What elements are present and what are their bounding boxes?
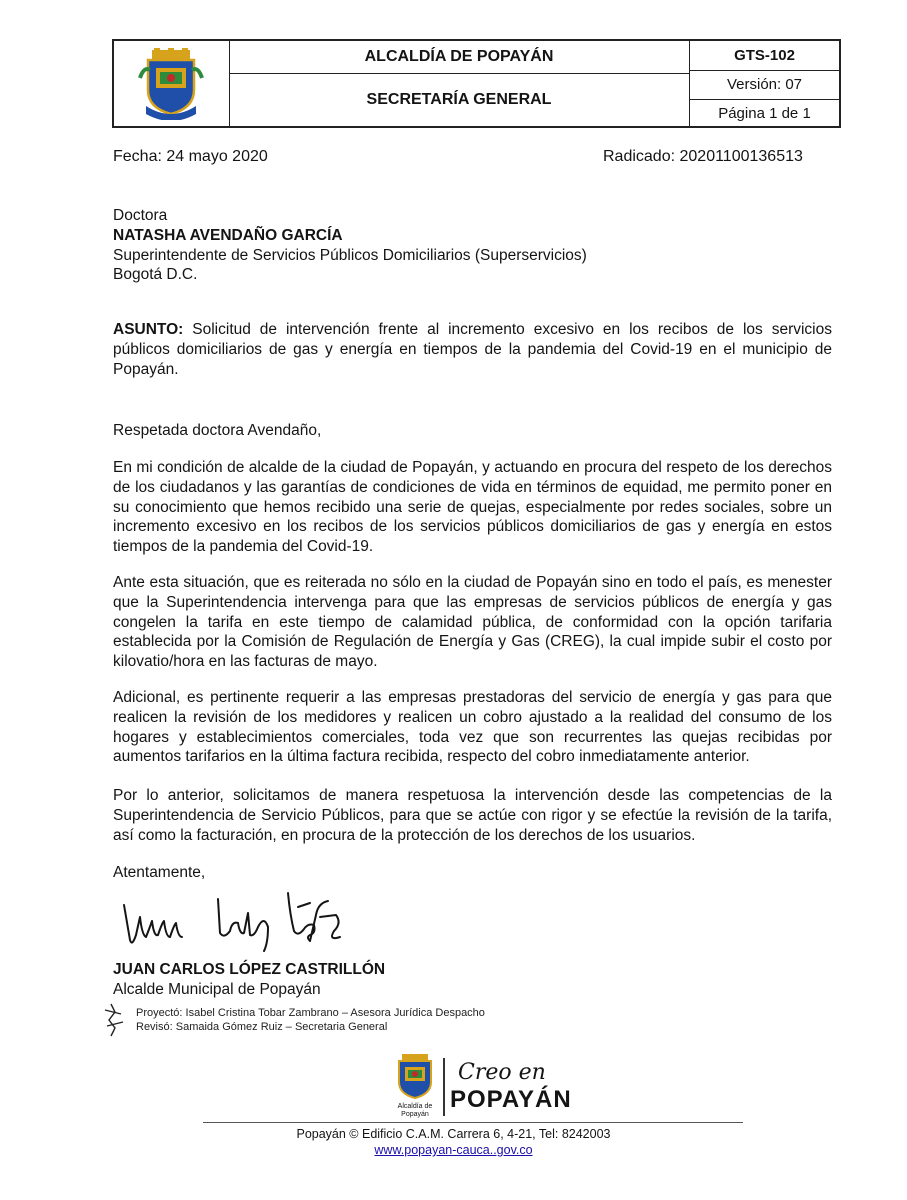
subject-paragraph (113, 320, 832, 379)
recipient-city: Bogotá D.C. (113, 266, 198, 284)
small-stamp-figure-icon (101, 1000, 127, 1038)
subject-label: ASUNTO: (113, 321, 184, 338)
credit-projected: Proyectó: Isabel Cristina Tobar Zambrano – Asesora Jurídica Despacho (136, 1007, 485, 1019)
footer-logo-divider (443, 1058, 445, 1116)
letter-date: Fecha: 24 mayo 2020 (113, 148, 268, 165)
credit-reviewed: Revisó: Samaida Gómez Ruiz – Secretaria General (136, 1020, 388, 1033)
recipient-title: Doctora (113, 207, 168, 224)
footer-divider (203, 1122, 743, 1123)
recipient-position: Superintendente de Servicios Públicos Domiciliarios (Superservicios) (113, 246, 587, 264)
entity-name: ALCALDÍA DE POPAYÁN (229, 41, 689, 74)
footer-website-link[interactable]: www.popayan-cauca..gov.co (374, 1143, 533, 1157)
greeting: Respetada doctora Avendaño, (113, 422, 322, 439)
document-version: Versión: 07 (690, 71, 839, 100)
footer-address: Popayán © Edificio C.A.M. Carrera 6, 4-21, Tel: 8242003 (296, 1127, 611, 1141)
footer-coat-of-arms-icon (392, 1052, 438, 1104)
document-header-table (112, 39, 841, 128)
body-paragraph-2: Ante esta situación, que es reiterada no sólo en la ciudad de Popayán sino en todo el país, es menester que la Superintendencia intervenga para que las empresas de servicios públicos de energía y gas congelen la tarifa en este tiempo de calamidad pública, de conformidad con la opción tarifaria establecida por la Comisión de Regulación de Energía y Gas (CREG), la cual impide subir el costo por kilovatio/hora en las facturas de mayo. (113, 574, 832, 671)
header-control-cell (690, 41, 839, 126)
signer-title: Alcalde Municipal de Popayán (113, 981, 321, 998)
body-paragraph-1: En mi condición de alcalde de la ciudad de Popayán, y actuando en procura del respeto de los derechos de los ciudadanos y las garantías de condiciones de vida en términos de equidad, me permito poner en su conocimiento que hemos recibido una serie de quejas, especialmente por redes sociales, sobre un incremento excesivo en los recibos de los servicios públicos domiciliarios de gas y energía en estos tiempos de la pandemia del Covid-19. (113, 459, 832, 556)
recipient-name: NATASHA AVENDAÑO GARCÍA (113, 226, 343, 244)
credits-block (136, 1007, 485, 1034)
header-title-cell (229, 41, 690, 126)
body-paragraph-4: Por lo anterior, solicitamos de manera respetuosa la intervención desde las competencias de la Superintendencia de Servicio Públicos, para que se actúe con rigor y se efectúe la revisión de la tarifa, así como la facturación, en procura de la protección de los derechos de los usuarios. (113, 787, 832, 844)
recipient-block (113, 206, 587, 285)
body-paragraph-3: Adicional, es pertinente requerir a las empresas prestadoras del servicio de energía y gas para que realicen la revisión de los medidores y realicen un cobro ajustado a la realidad del consumo de los hogares y establecimientos comerciales, toda vez que son recurrentes las quejas recibidas por aumentos tarifarios en la última factura recibida, respecto del cobro inmediatamente anterior. (113, 689, 832, 766)
signer-name: JUAN CARLOS LÓPEZ CASTRILLÓN (113, 961, 386, 978)
handwritten-signature (118, 885, 348, 960)
header-logo-cell (114, 41, 230, 126)
subject-text: Solicitud de intervención frente al incremento excesivo en los recibos de los servicios públicos domiciliarios de gas y energía en tiempos de la pandemia del Covid-19 en el municipio de Popayán. (113, 321, 832, 378)
footer-logo-label: Alcaldía de Popayán (397, 1103, 433, 1118)
filing-number: Radicado: 20201100136513 (603, 148, 803, 165)
coat-of-arms-icon (138, 48, 204, 120)
slogan-line-2: POPAYÁN (450, 1086, 572, 1113)
page-count: Página 1 de 1 (718, 105, 811, 122)
signer-block (113, 960, 385, 1000)
closing: Atentamente, (113, 864, 206, 881)
office-name: SECRETARÍA GENERAL (366, 91, 552, 108)
document-code: GTS-102 (690, 41, 839, 71)
slogan-line-1: Creo en (458, 1060, 546, 1085)
